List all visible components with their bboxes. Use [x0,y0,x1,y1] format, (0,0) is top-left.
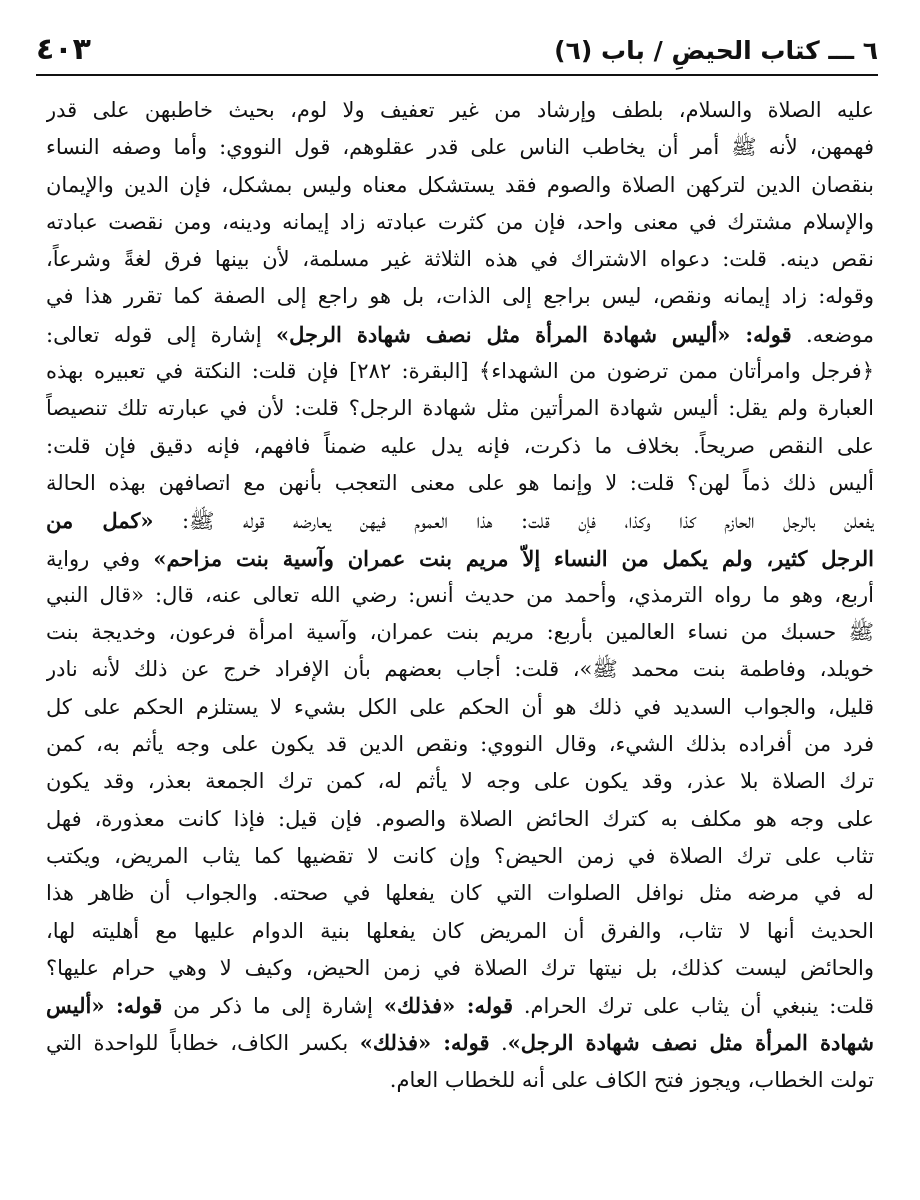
text-line [46,167,874,204]
bold-quote-segment: قوله: «فذلك» [359,1030,490,1056]
text-line [46,465,874,502]
text-segment: نقص دينه. قلت: دعواه الاشتراك في هذه الثلاثة غير مسلمة، لأن بينها فرق لغةً وشرعاً، [46,247,874,272]
text-line [46,913,874,950]
text-segment: بنقصان الدين لتركهن الصلاة والصوم فقد يستشكل معناه وليس بمشكل، فإن الدين والإيمان [46,172,874,197]
text-line [46,577,874,614]
text-line [46,1062,874,1099]
text-line [46,428,874,465]
text-segment: عليه الصلاة والسلام، بلطف وإرشاد من غير تعفيف ولا لوم، بحيث خاطبهن على قدر [46,98,874,122]
text-segment: وفي رواية [46,546,154,571]
text-segment: إشارة إلى قوله تعالى: [46,322,277,347]
text-line [46,614,874,651]
text-line [46,540,874,577]
text-segment: . [489,1031,508,1056]
text-segment: فرد من أفراده بذلك الشيء، وقال النووي: ونقص الدين قد يكون على وجه يأثم به، كمن [46,732,874,757]
text-segment: والحائض ليست كذلك، بل نيتها ترك الصلاة في زمن الحيض، وكيف لا وهي حرام عليها؟ [46,955,874,980]
body-text [46,92,874,1099]
text-line [46,838,874,875]
text-line [46,651,874,688]
page-number: ٤٠٣ [36,32,91,67]
text-segment: إشارة إلى ما ذكر من [162,994,384,1019]
text-segment: على وجه هو مكلف به كترك الحائض الصلاة والصوم. فإن قيل: فإذا كانت معذورة، فهل [46,806,874,831]
text-segment: الحديث أنها لا تثاب، والفرق أن المريض كان يفعلها بنية الدوام عليها مع أهليته لها، [46,918,874,943]
text-line [46,204,874,241]
text-segment: تثاب على ترك الصلاة في زمن الحيض؟ وإن كانت لا تقضيها كما يثاب المريض، ويكتب [46,843,874,868]
text-segment: أربع، وهو ما رواه الترمذي، وأحمد من حديث أنس: رضي الله تعالى عنه، قال: «قال النبي [46,582,874,607]
text-line [46,726,874,763]
text-segment: ﴿فرجل وامرأتان ممن ترضون من الشهداء﴾ [البقرة: ٢٨٢] فإن قلت: النكتة في تعبيره بهذه [46,359,874,384]
text-line [46,801,874,838]
text-segment: خويلد، وفاطمة بنت محمد ﷺ»، قلت: أجاب بعضهم بأن الإفراد خرج عن ذلك لأنه نادر [46,657,874,682]
text-segment: يفعلن بالرجل الحازم كذا وكذا، فإن قلت: هذا العموم فيهن يعارضه قوله ﷺ: [153,509,874,534]
text-segment: موضعه. [791,322,874,347]
text-line [46,689,874,726]
bold-quote-segment: الرجل كثير، ولم يكمل من النساء إلاّ مريم بنت عمران وآسية بنت مزاحم» [153,545,874,571]
text-line [46,950,874,987]
text-line [46,278,874,315]
text-segment: والإسلام مشترك في معنى واحد، فإن من كثرت عبادته زاد إيمانه ودينه، ومن نقصت عبادته [46,209,874,234]
text-line [46,316,874,353]
text-line [46,502,874,539]
bold-quote-segment: قوله: «فذلك» [383,993,514,1019]
text-line [46,875,874,912]
bold-quote-segment: شهادة المرأة مثل نصف شهادة الرجل» [507,1030,874,1056]
text-segment: ترك الصلاة بلا عذر، وقد يكون على وجه لا يأثم له، كمن ترك الجمعة بعذر، وقد يكون [46,769,874,794]
page-header [36,30,878,76]
text-line [46,129,874,166]
text-segment: ﷺ حسبك من نساء العالمين بأربع: مريم بنت عمران، وآسية امرأة فرعون، وخديجة بنت [46,620,874,645]
text-segment: بكسر الكاف، خطاباً للواحدة التي [46,1031,360,1056]
text-segment: قلت: ينبغي أن يثاب على ترك الحرام. [513,994,874,1019]
text-segment: قليل، والجواب السديد في ذلك هو أن الحكم على الكل بشيء لا يستلزم الحكم على كل [46,694,874,719]
bold-quote-segment: قوله: «أليس [46,993,163,1019]
text-segment: فهمهن، لأنه ﷺ أمر أن يخاطب الناس على قدر عقلوهم، قول النووي: وأما وصفه النساء [46,135,874,160]
text-line [46,92,874,129]
text-segment: العبارة ولم يقل: أليس شهادة المرأتين مثل شهادة الرجل؟ قلت: لأن في عبارته تلك تنصيصاً [46,396,874,421]
text-segment: أليس ذلك ذماً لهن؟ قلت: لا وإنما هو على معنى التعجب بأنهن مع اتصافهن بهذه الحالة [46,470,874,495]
bold-quote-segment: قوله: «أليس شهادة المرأة مثل نصف شهادة الرجل» [276,321,792,347]
text-segment: تولت الخطاب، ويجوز فتح الكاف على أنه للخطاب العام. [389,1067,874,1092]
text-line [46,763,874,800]
running-head: ٦ ـــ كتاب الحيضِ / باب (٦) [554,36,878,65]
bold-quote-segment: «كمل من [46,508,154,534]
text-segment: وقوله: زاد إيمانه ونقص، ليس براجع إلى الذات، بل هو راجع إلى الصفة كما تقرر هذا في [46,284,874,309]
text-line [46,1024,874,1061]
text-segment: على النقص صريحاً. بخلاف ما ذكرت، فإنه يدل عليه ضمناً فافهم، فإنه دقيق فإن قلت: [46,433,874,458]
text-line [46,241,874,278]
text-line [46,987,874,1024]
header-rule [36,74,878,76]
text-line [46,353,874,390]
text-line [46,390,874,427]
text-segment: له في مرضه مثل نوافل الصلوات التي كان يفعلها في صحته. والجواب أن ظاهر هذا [46,881,874,906]
